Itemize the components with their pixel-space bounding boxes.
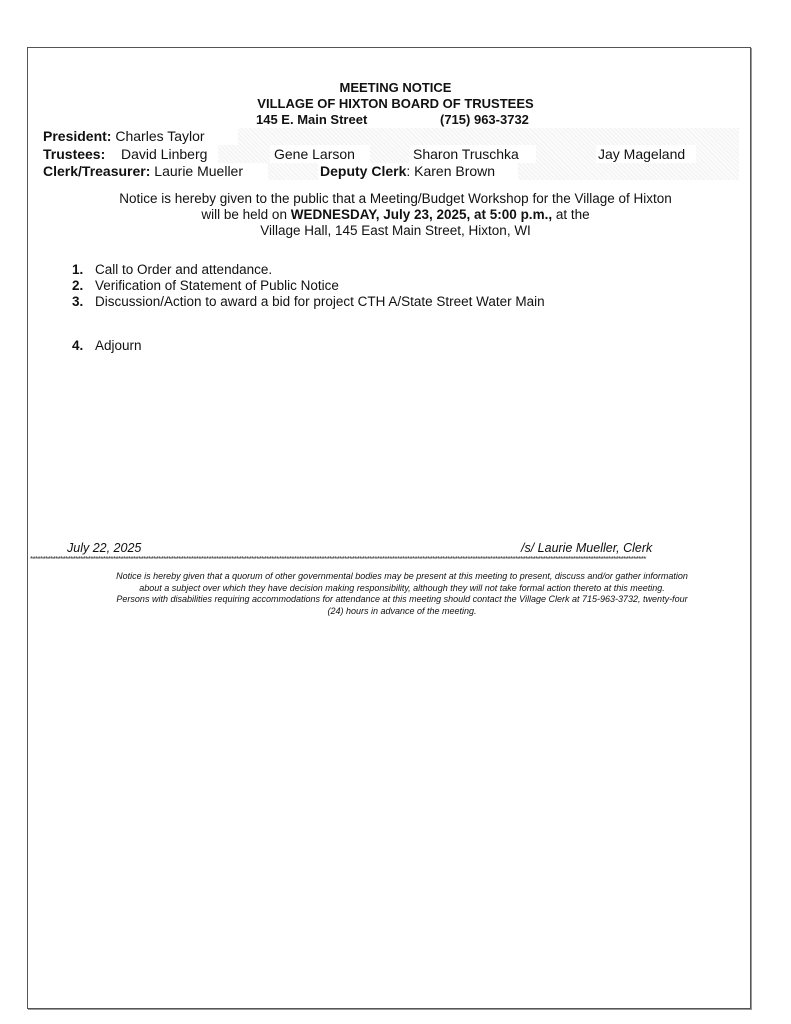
trustee-name: David Linberg (121, 146, 208, 162)
president-name: Charles Taylor (115, 128, 205, 144)
clerk-signature: /s/ Laurie Mueller, Clerk (521, 541, 653, 555)
office-phone: (715) 963-3732 (440, 112, 529, 127)
trustee-name: Sharon Truschka (413, 146, 519, 162)
notice-line-2-post: at the (552, 207, 590, 222)
agenda-item-number: 2. (72, 278, 84, 293)
notice-title: MEETING NOTICE (339, 80, 452, 95)
president-row (43, 128, 205, 145)
footer-notice (62, 571, 742, 617)
trustee-name: Jay Mageland (598, 146, 686, 162)
notice-line-2 (0, 206, 791, 223)
agenda-item-number: 3. (72, 294, 84, 309)
board-name: VILLAGE OF HIXTON BOARD OF TRUSTEES (257, 96, 534, 111)
agenda-item-number: 4. (72, 338, 84, 353)
president-label: President: (43, 128, 112, 144)
notice-line-2-pre: will be held on (201, 207, 291, 222)
agenda-item-text: Adjourn (95, 338, 142, 353)
agenda-item-text: Verification of Statement of Public Notice (95, 278, 339, 293)
asterisk-divider: ***************************************************************************************************************************************************************************************************************************************************** (30, 555, 646, 564)
agenda-item-text: Discussion/Action to award a bid for project CTH A/State Street Water Main (95, 294, 545, 309)
clerk-name: Laurie Mueller (154, 163, 244, 179)
notice-line-1: Notice is hereby given to the public that a Meeting/Budget Workshop for the Village of Hixton (119, 191, 672, 206)
agenda-item (72, 262, 272, 278)
notice-date: July 22, 2025 (67, 541, 142, 555)
footer-notice-line: about a subject over which they have decision making responsibility, although they will not take formal action thereto at this meeting. (139, 582, 665, 593)
footer-notice-line: Notice is hereby given that a quorum of other governmental bodies may be present at this meeting to present, discuss and/or gather information (116, 571, 688, 581)
clerk-label: Clerk/Treasurer: (43, 163, 151, 179)
deputy-clerk-label: Deputy Clerk (320, 163, 407, 179)
trustee-name: Gene Larson (274, 146, 355, 162)
footer-notice-line: Persons with disabilities requiring accommodations for attendance at this meeting should contact the Village Clerk at 715-963-3732, twenty-four (116, 594, 688, 604)
agenda-item (72, 278, 339, 294)
meeting-datetime: WEDNESDAY, July 23, 2025, at 5:00 p.m., (290, 207, 553, 222)
deputy-clerk-name: : Karen Brown (406, 163, 496, 179)
footer-notice-line: (24) hours in advance of the meeting. (327, 605, 477, 616)
agenda-item-number: 1. (72, 262, 84, 277)
trustees-label: Trustees: (43, 146, 106, 162)
office-address: 145 E. Main Street (256, 112, 368, 127)
agenda-item (72, 338, 142, 354)
agenda-item-text: Call to Order and attendance. (95, 262, 273, 277)
notice-line-3: Village Hall, 145 East Main Street, Hixton, WI (260, 223, 531, 238)
agenda-item (72, 294, 545, 310)
clerk-row (43, 163, 243, 180)
deputy-clerk-row (320, 163, 495, 180)
